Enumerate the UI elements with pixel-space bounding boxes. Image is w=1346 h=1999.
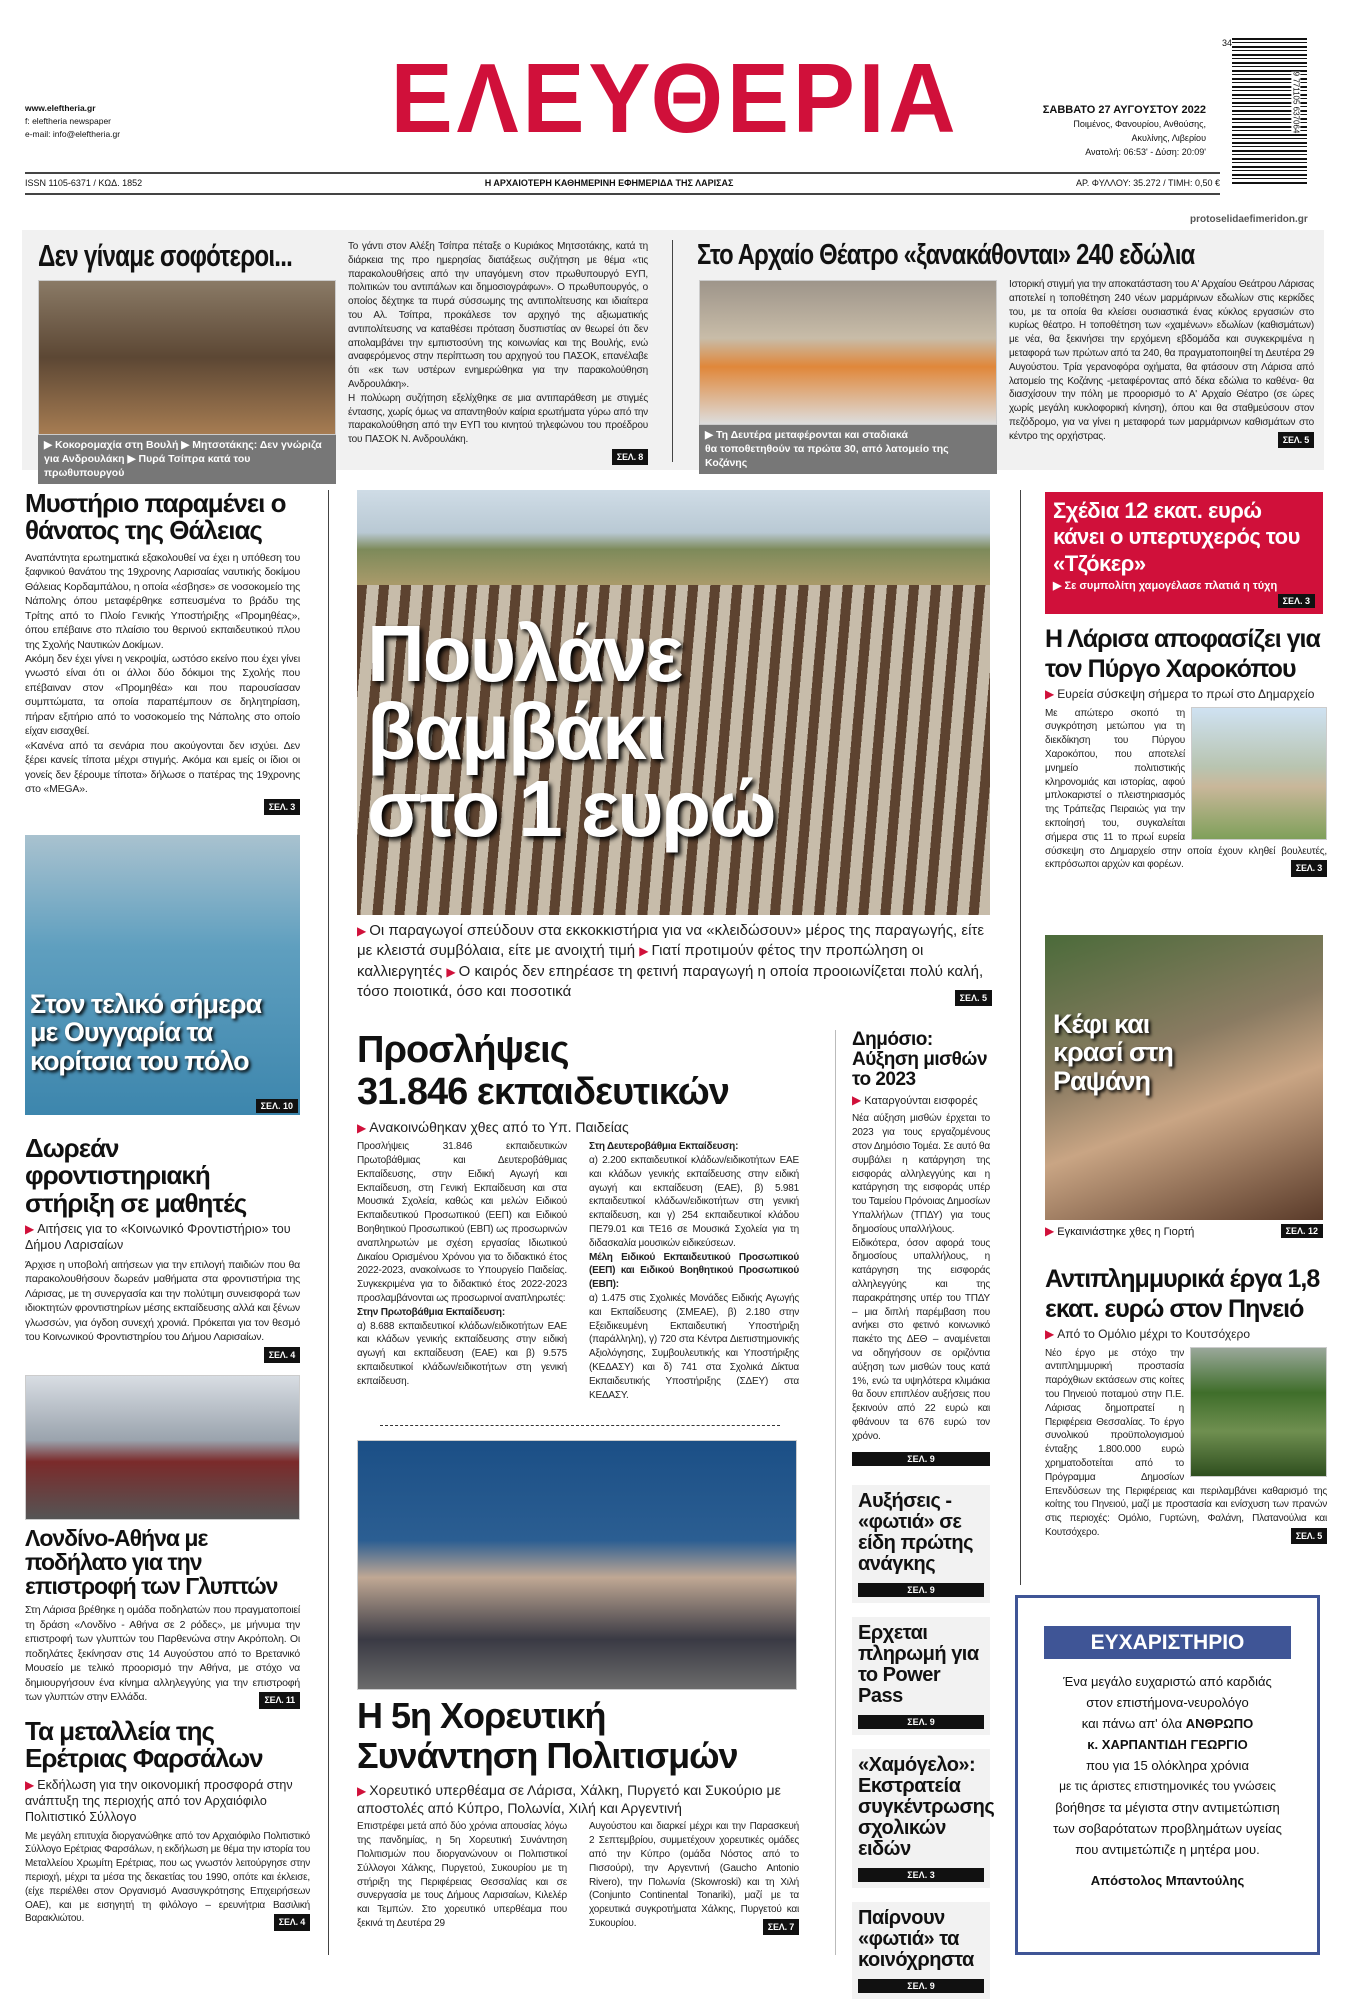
story-joker[interactable] bbox=[1045, 492, 1323, 614]
headline: Προσλήψεις 31.846 εκπαιδευτικών bbox=[357, 1029, 729, 1113]
namedays: Ποιμένος, Φανουρίου, Ανθούσης, bbox=[1073, 119, 1206, 129]
dashed-divider bbox=[380, 1425, 780, 1426]
headline: Η 5η Χορευτική Συνάντηση Πολιτισμών bbox=[357, 1695, 738, 1777]
headline: Δεν γίναμε σοφότεροι... bbox=[38, 238, 293, 273]
subheadline: ▶ Ανακοινώθηκαν χθες από το Υπ. Παιδείας bbox=[357, 1118, 629, 1135]
subheadline: ▶ Εκδήλωση για την οικονομική προσφορά στην ανάπτυξη της περιοχής από τον Αρχαιόφιλο Πολιτιστικό Σύλλογο bbox=[25, 1777, 293, 1825]
facebook-text: f: eleftheria newspaper bbox=[25, 116, 111, 126]
tagline: Η ΑΡΧΑΙΟΤΕΡΗ ΚΑΘΗΜΕΡΙΝΗ ΕΦΗΜΕΡΙΔΑ ΤΗΣ ΛΑΡΙΣΑΣ bbox=[484, 178, 734, 188]
story-columns: Προσλήψεις 31.846 εκπαιδευτικών Πρωτοβάθμιας και Δευτεροβάθμιας Εκπαίδευσης, στην Ειδική Αγωγή και Εκπαίδευση, στη Γενική Εκπαίδευση και στα Μουσικά Σχολεία, καθώς και μελών Ειδικού Εκπαιδευτικού Προσωπικού (ΕΕΠ) και Ειδικού Βοηθητικού Προσωπικού (ΕΒΠ) ως προσωρινών αναπληρωτών με σχέση εργασίας Ιδιωτικού Δικαίου Ορισμένου Χρόνου για το διδακτικό έτος 2022-2023, ανακοίνωσε το Υπουργείο Παιδείας. Συγκεκριμένα για το διδακτικό έτος 2022-2023 προσλαμβάνονται ως προσωρινοί αναπληρωτές: Στην Πρωτοβάθμια Εκπαίδευση: α) 8.688 εκπαιδευτικοί κλάδων/ειδικοτήτων ΕΑΕ και κλάδων γενικής εκπαίδευσης στην ειδική αγωγή και εκπαίδευση (ΕΑΕ) και β) 9.575 εκπαιδευτικοί κλάδων/ειδικοτήτων στη γενική εκπαίδευση. Στη Δευτεροβάθμια Εκπαίδευση: α) 2.200 εκπαιδευτικοί κλάδων/ειδικοτήτων ΕΑΕ και κλάδων γενικής εκπαίδευσης στην ειδική αγωγή και εκπαίδευση (ΕΑΕ), β) 5.981 εκπαιδευτικοί κλάδων/ειδικοτήτων στη γενική εκπαίδευση, και γ) 254 εκπαιδευτικοί κλάδου ΠΕ79.01 και ΤΕ16 σε Μουσικά Σχολεία για τη διδασκαλία μουσικών ειδικεύσεων. Μέλη Ειδικού Εκπαιδευτικού Προσωπικού (ΕΕΠ) και Ειδικού Βοηθητικού Προσωπικού (ΕΒΠ): α) 1.475 στις Σχολικές Μονάδες Ειδικής Αγωγής και Εκπαίδευσης (ΣΜΕΑΕ), β) 2.180 στην Εξειδικευμένη Εκπαιδευτική Υποστήριξη (παράλληλη), γ) 720 στα Κέντρα Διεπιστημονικής Αξιολόγησης, Συμβουλευτικής και Υποστήριξης (ΚΕΔΑΣΥ) και δ) 741 στα Σχολικά Δίκτυα Εκπαιδευτικής Υποστήριξης (ΣΔΕΥ) στα ΚΕΔΑΣΥ. bbox=[357, 1141, 799, 1401]
notice-line: κ. ΧΑΡΠΑΝΤΙΔΗ ΓΕΩΡΓΙΟ bbox=[1087, 1737, 1248, 1752]
story-flood[interactable] bbox=[1045, 1265, 1327, 1544]
page-ref: ΣΕΛ. 11 bbox=[259, 1692, 300, 1708]
notice-signature: Απόστολος Μπαντούλης bbox=[1090, 1873, 1245, 1888]
cotton-field-photo bbox=[357, 490, 990, 915]
issue-price: ΑΡ. ΦΥΛΛΟΥ: 35.272 / ΤΙΜΗ: 0,50 € bbox=[1075, 178, 1220, 188]
headline: Στο Αρχαίο Θέατρο «ξανακάθονται» 240 εδώλια bbox=[697, 239, 1195, 271]
story-body: Νέο έργο με στόχο την αντιπλημμυρική προστασία παρόχθιων εκτάσεων στις κοίτες του Πηνειού ποταμού στην Π.Ε. Λάρισας δημοπρατεί η Περιφέρεια Θεσσαλίας. Το έργο συνολικού προϋπολογισμού ένταξης 1.800.000 ευρώ χρηματοδοτείται από το Πρόγραμμα Δημοσίων Επενδύσεων της Περιφέρειας και περιλαμβάνει καθαρισμό της κοίτης του Πηνειού, μαζί με προστασία και ενίσχυση των πρανών στις περιοχές: Ομόλιο, Γυρτώνη, Φαλάνη, Πλατανούλια και Κουτσόχερο. ΣΕΛ. 5 bbox=[1045, 1347, 1327, 1540]
notice-line: στον επιστήμονα-νευρολόγο bbox=[1086, 1695, 1249, 1710]
brief-smile[interactable]: «Χαμόγελο»: Εκστρατεία συγκέντρωσης σχολικών ειδών ΣΕΛ. 3 bbox=[852, 1749, 990, 1888]
page-ref: ΣΕΛ. 5 bbox=[1278, 432, 1314, 448]
headline: Δημόσιο: Αύξηση μισθών το 2023 bbox=[852, 1029, 988, 1090]
narrow-column bbox=[852, 1029, 995, 1999]
notice-line: των σοβαρότατων προβλημάτων υγείας bbox=[1053, 1821, 1282, 1836]
cyclists-photo bbox=[25, 1375, 300, 1520]
watermark: protoselidaefimeridon.gr bbox=[1190, 214, 1308, 225]
headline: Μυστήριο παραμένει ο θάνατος της Θάλειας bbox=[25, 488, 286, 546]
tower-photo bbox=[1191, 707, 1327, 840]
top-right-story[interactable] bbox=[697, 239, 1317, 470]
headline: Κέφι και κρασί στη Ραψάνη bbox=[1053, 1009, 1173, 1096]
masthead-contact bbox=[25, 102, 120, 141]
river-photo bbox=[1190, 1347, 1327, 1477]
subheadline: ▶ Καταργούνται εισφορές bbox=[852, 1092, 978, 1107]
story-tower[interactable] bbox=[1045, 625, 1327, 877]
subheadline: ▶ Ευρεία σύσκεψη σήμερα το πρωί στο Δημαρχείο bbox=[1045, 687, 1315, 701]
story-body: Στη Λάρισα βρέθηκε η ομάδα ποδηλατών που πραγματοποιεί τη δράση «Λονδίνο - Αθήνα σε 2 ρόδες», με μήνυμα την επιστροφή των γλυπτών του Παρθενώνα στην Ακρόπολη. Οι ποδηλάτες ξεκίνησαν στις 14 Αυγούστου από το Βρετανικό Μουσείο με τελικό προορισμό την Αθήνα, με στόχο να δημιουργήσουν ένα κίνημα αλληλεγγύης για την επιστροφή των γλυπτών στην Ελλάδα. ΣΕΛ. 11 bbox=[25, 1603, 300, 1704]
page-ref: ΣΕΛ. 5 bbox=[1291, 1528, 1327, 1544]
subheadline: ▶ Σε συμπολίτη χαμογέλασε πλατιά η τύχη bbox=[1053, 580, 1278, 593]
brief-boxes bbox=[852, 1485, 995, 1999]
page-ref: ΣΕΛ. 9 bbox=[852, 1452, 990, 1466]
story-body: Αναπάντητα ερωτηματικά εξακολουθεί να έχει η υπόθεση του ξαφνικού θανάτου της 19χρονης Λαρισαίας ναυτικής δοκίμου Θάλειας Κορδαμπάλου, η οποία «έσβησε» σε νοσοκομείο της Νάπολης όπου μεταφέρθηκε εσπευσμένα το βράδυ της Τρίτης από το Πλοίο Γενικής Υποστήριξης «Προμηθέας», όπου επέβαινε στο πλαίσιο του θερινού εκπαιδευτικού πλου της Σχολής Ναυτικών Δοκίμων. Ακόμη δεν έχει γίνει η νεκροψία, ωστόσο εκείνο που έχει γίνει γνωστό είναι ότι οι άλλοι δύο δόκιμοι της Σχολής που επέβαιναν στον «Προμηθέα» και που παρουσίασαν συμπτώματα, τα οποία παραπέμπουν σε δηλητηρίαση, πήραν εξιτήριο από το νοσοκομείο της Νάπολης στο οποίο είχαν εισαχθεί. «Κανένα από τα σενάρια που ακούγονται δεν ισχύει. Δεν ξέρει κανείς τίποτα μέχρι στιγμής. Ακόμα και εμείς οι ίδιοι οι γονείς δεν ξέρουμε τίποτα» δήλωσε ο πατέρας της 19χρονης στο «MEGA». ΣΕΛ. 3 bbox=[25, 551, 300, 797]
column-rule-mid bbox=[835, 1030, 836, 1955]
brief-power-pass[interactable]: Ερχεται πληρωμή για το Power Pass ΣΕΛ. 9 bbox=[852, 1617, 990, 1735]
story-body: Το γάντι στον Αλέξη Τσίπρα πέταξε ο Κυριάκος Μητσοτάκης, κατά τη διάρκεια της προ ημερησίας διατάξεως συζήτηση με θέμα «τις παρακολουθήσεις από την υπαγόμενη στον πρωθυπουργό ΕΥΠ, πολιτικών του αντιπάλων και δημοσιογράφων». Ο πρωθυπουργός, ο οποίος δέχτηκε τα πυρά σύσσωμης της αντιπολίτευσης και ιδιαίτερα του Αλ. Τσίπρα, προκάλεσε τον αρχηγό της αξιωματικής αντιπολίτευσης να καταθέσει πρόταση δυσπιστίας αν θεωρεί ότι δεν απολαμβάνει την εμπιστοσύνη της κοινωνίας και της Βουλής, ενώ αναφερόμενος στην περίπτωση του αρχηγού του ΠΑΣΟΚ, επανέλαβε ότι «εκ των υστέρων ενημερώθηκα για την παρακολούθηση Ανδρουλάκη». Η πολύωρη συζήτηση εξελίχθηκε σε μια αντιπαράθεση με στιγμές έντασης, χωρίς όμως να απαντηθούν καίρια ερωτήματα γύρω από την παρακολούθηση από την ΕΥΠ του κινητού τηλεφώνου του προέδρου του ΠΑΣΟΚ Ν. Ανδρουλάκη. ΣΕΛ. 8 bbox=[348, 240, 648, 465]
issue-date: ΣΑΒΒΑΤΟ 27 ΑΥΓΟΥΣΤΟΥ 2022 bbox=[1042, 104, 1206, 116]
top-left-story[interactable] bbox=[38, 238, 658, 480]
headline: Λονδίνο-Αθήνα με ποδήλατο για την επιστροφή των Γλυπτών bbox=[25, 1525, 278, 1600]
headline: Σχέδια 12 εκατ. ευρώ κάνει ο υπερτυχερός του «Τζόκερ» bbox=[1053, 498, 1300, 576]
page-ref: ΣΕΛ. 5 bbox=[955, 990, 992, 1006]
page-ref: ΣΕΛ. 3 bbox=[264, 799, 300, 815]
lead-headline: Πουλάνε βαμβάκι στο 1 ευρώ bbox=[367, 609, 775, 854]
parliament-photo bbox=[38, 280, 336, 435]
headline: Αντιπλημμυρικά έργα 1,8 εκατ. ευρώ στον Πηνειό bbox=[1045, 1265, 1320, 1323]
masthead-rule-bottom bbox=[25, 193, 1220, 195]
photo-caption: ▶ Κοκορομαχία στη Βουλή ▶ Μητσοτάκης: Δεν γνώριζα για Ανδρουλάκη ▶ Πυρά Τσίπρα κατά του πρωθυπουργού bbox=[38, 435, 336, 484]
page-ref: ΣΕΛ. 4 bbox=[264, 1347, 300, 1363]
brief-common-charges[interactable]: Παίρνουν «φωτιά» τα κοινόχρηστα ΣΕΛ. 9 bbox=[852, 1902, 990, 1999]
barcode-number: 9 771105 637064 bbox=[1291, 71, 1301, 134]
headline: Τα μεταλλεία της Ερέτριας Φαρσάλων bbox=[25, 1716, 263, 1774]
story-mines[interactable] bbox=[25, 1718, 310, 1931]
website-link[interactable]: www.eleftheria.gr bbox=[25, 103, 96, 113]
barcode-top: 34 bbox=[1222, 38, 1233, 48]
logo: ΕΛΕΥΘΕΡΙΑ bbox=[390, 43, 960, 153]
headline: Δωρεάν φροντιστηριακή στήριξη σε μαθητές bbox=[25, 1133, 247, 1218]
subheadline: ▶ Αιτήσεις για το «Κοινωνικό Φροντιστήριο» του Δήμου Λαρισαίων bbox=[25, 1221, 291, 1253]
page-ref: ΣΕΛ. 7 bbox=[763, 1919, 799, 1935]
story-cyclists[interactable] bbox=[25, 1375, 300, 1709]
story-hires[interactable] bbox=[357, 1030, 817, 1422]
subheadline: ▶ Από το Ομόλιο μέχρι το Κουτσόχερο bbox=[1045, 1327, 1251, 1341]
photo-caption: ▶ Τη Δευτέρα μεταφέρονται και σταδιακά θα τοποθετηθούν τα πρώτα 30, από λατομείο της Κοζάνης bbox=[699, 425, 997, 474]
date-block bbox=[1043, 103, 1206, 159]
lead-bullets: ▶ Οι παραγωγοί σπεύδουν στα εκκοκκιστήρια για να «κλειδώσουν» μέρος της παραγωγής, είτε με κλειστά συμβόλαια, είτε με ανοιχτή τιμή ▶ Γιατί προτιμούν φέτος την προπώληση οι καλλιεργητές ▶ Ο καιρός δεν επηρέασε τη φετινή παραγωγή η οποία προοιωνίζεται πολύ καλή, τόσο ποιοτικά, όσο και ποσοτικά ΣΕΛ. 5 bbox=[357, 921, 992, 1002]
email-text: e-mail: info@eleftheria.gr bbox=[25, 129, 121, 139]
notice-line: βοήθησε τα μέγιστα στην αντιμετώπιση bbox=[1055, 1800, 1280, 1815]
page-ref: ΣΕΛ. 8 bbox=[612, 449, 648, 465]
story-body: Άρχισε η υποβολή αιτήσεων για την επιλογή παιδιών που θα παρακολουθήσουν δωρεάν μαθήματα στα φροντιστήρια της Λάρισας, με τη συνεργασία και την πολύτιμη συνεισφορά των ιδιοκτητών φροντιστηρίων μέσης εκπαίδευσης αλλά και ξένων γλωσσών, για όγδοη συνεχή χρονιά. Πρόκειται για τον θεσμό του Κοινωνικού Φροντιστηρίου του Δήμου Λαρισαίων. ΣΕΛ. 4 bbox=[25, 1258, 300, 1345]
story-wine[interactable] bbox=[1045, 935, 1323, 1238]
story-body: Νέα αύξηση μισθών έρχεται το 2023 για τους εργαζομένους στον Δημόσιο Τομέα. Σε αυτό θα συμβάλει η κατάργηση της εισφοράς αλληλεγγύης και η κατάργηση της εισφοράς υπέρ του Ταμείου Πρόνοιας Δημοσίων Υπαλλήλων (ΤΠΔΥ) για τους δημοσίους υπαλλήλους. Ειδικότερα, όσον αφορά τους δημοσίους υπαλλήλους, η κατάργηση της εισφοράς αλληλεγγύης και της παρακράτησης υπέρ του ΤΠΔΥ – μια διπλή παρέμβαση που ανήκει στο φετινό κοινωνικό πακέτο της ΔΕΘ – αναμένεται να οδηγήσουν σε οριζόντια αύξηση των μισθών τους κατά 1%, ενώ τα υψηλότερα κλιμάκια θα δουν επιπλέον αυξήσεις που ξεκινούν από 22 ευρώ και φθάνουν τα 676 ευρώ τον χρόνο. bbox=[852, 1113, 990, 1442]
theatre-photo bbox=[699, 280, 997, 425]
masthead-strip bbox=[25, 178, 1220, 188]
story-wages[interactable] bbox=[852, 1030, 990, 1485]
notice-line: που αντιμετώπιζε η μητέρα μου. bbox=[1075, 1842, 1260, 1857]
story-body: Με μεγάλη επιτυχία διοργανώθηκε από τον Αρχαιόφιλο Πολιτιστικό Σύλλογο Ερέτριας Φαρσάλων, η εκδήλωση με θέμα την ιστορία του Μεταλλείου Χρωμίτη Ερέτριας, που ως γνωστόν λειτούργησε στην περιοχή, μέχρι τα μέσα της δεκαετίας του 1990, οπότε και έκλεισε, (είχε περιέλθει στον Οργανισμό Ανασυγκρότησης Επιχειρήσεων ΟΑΕ), και με εισηγητή τη φιλόλογο – ερευνήτρια Βασιλική Βαρακλιώτου. ΣΕΛ. 4 bbox=[25, 1830, 310, 1927]
page-ref: ΣΕΛ. 4 bbox=[274, 1914, 310, 1930]
dance-group-photo bbox=[357, 1440, 797, 1690]
notice-title: ΕΥΧΑΡΙΣΤΗΡΙΟ bbox=[1044, 1626, 1291, 1659]
notice-line: με τις άριστες επιστημονικές του γνώσεις bbox=[1059, 1779, 1276, 1793]
photo-caption: ▶ Εγκαινιάστηκε χθες η Γιορτή ΣΕΛ. 12 bbox=[1045, 1224, 1323, 1238]
notice-line: και πάνω απ' όλα ΑΝΘΡΩΠΟ bbox=[1081, 1716, 1254, 1731]
namedays-2: Ακυλίνης, Λιβερίου bbox=[1131, 133, 1206, 143]
top-divider bbox=[672, 240, 673, 462]
lead-story[interactable] bbox=[357, 490, 992, 1006]
issn: ISSN 1105-6371 / ΚΩΔ. 1852 bbox=[25, 178, 143, 188]
story-thaleia[interactable] bbox=[25, 490, 300, 815]
thank-you-notice bbox=[1015, 1595, 1320, 1955]
page-ref: ΣΕΛ. 10 bbox=[256, 1099, 298, 1113]
page-ref: ΣΕΛ. 3 bbox=[1291, 860, 1327, 876]
page-ref: ΣΕΛ. 3 bbox=[1278, 594, 1315, 608]
masthead-rule-top bbox=[25, 172, 1220, 174]
headline: Στον τελικό σήμερα με Ουγγαρία τα κορίτσια του πόλο bbox=[30, 989, 262, 1076]
story-body: Ιστορική στιγμή για την αποκατάσταση του Α' Αρχαίου Θεάτρου Λάρισας αποτελεί η τοποθέτηση 240 νέων μαρμάρινων εδωλίων στις κερκίδες του, με τα οποία θα κλείσει ουσιαστικά ένας κύκλος εργασιών στο κυρίως θέατρο. Η τοποθέτηση των «χαμένων» εδωλίων (καθισμάτων) με νέα, θα ξεκινήσει την ερχόμενη εβδομάδα και συγκεκριμένα η μεταφορά των πρώτων από τα 240, θα πραγματοποιηθεί τη Δευτέρα 29 Αυγούστου. Τρία γερανοφόρα οχήματα, θα φτάσουν στη Λάρισα από λατομείο της Κοζάνης -μεταφέροντας από δέκα εδώλια το καθένα- θα διασχίσουν την πόλη με προορισμό το Α' Αρχαίο Θέατρο (σε ώρες χωρίς μεγάλη κυκλοφορική κίνηση), όπου και θα σταθμεύσουν στον πεζόδρομο, για να γίνει η μεταφορά των μαρμάρινων καθισμάτων στο κέντρο της ορχήστρας. ΣΕΛ. 5 bbox=[1009, 278, 1314, 448]
story-tutoring[interactable] bbox=[25, 1135, 300, 1363]
center-column bbox=[357, 1030, 817, 1935]
barcode bbox=[1222, 38, 1307, 186]
page-ref: ΣΕΛ. 12 bbox=[1281, 1224, 1323, 1238]
wine-festival-photo bbox=[1045, 935, 1323, 1220]
story-polo[interactable] bbox=[25, 835, 300, 1115]
brief-prices[interactable]: Αυξήσεις - «φωτιά» σε είδη πρώτης ανάγκης ΣΕΛ. 9 bbox=[852, 1485, 990, 1603]
headline: Η Λάρισα αποφασίζει για τον Πύργο Χαροκόπου bbox=[1045, 625, 1320, 683]
story-body: Με απώτερο σκοπό τη συγκρότηση μετώπου για τη διεκδίκηση του Πύργου Χαροκόπου, που αποτελεί μνημείο πολιτιστικής κληρονομιάς και ιστορίας, αφού μπλοκαριστεί ο πλειστηριασμός της Τράπεζας Πειραιώς για την εκποίησή του, συγκαλείται σήμερα στις 11 το πρωί ευρεία σύσκεψη στο Δημαρχείο στην οποία έχουν κληθεί βουλευτές, εκπρόσωποι αρχών και φορέων. ΣΕΛ. 3 bbox=[1045, 707, 1327, 873]
sun-times: Ανατολή: 06:53' - Δύση: 20:09' bbox=[1085, 147, 1206, 157]
column-rule-right bbox=[1020, 490, 1021, 1585]
column-rule-left bbox=[328, 490, 329, 1955]
notice-line: που για 15 ολόκληρα χρόνια bbox=[1086, 1758, 1249, 1773]
story-dance[interactable] bbox=[357, 1440, 812, 1935]
notice-line: Ένα μεγάλο ευχαριστώ από καρδιάς bbox=[1063, 1674, 1272, 1689]
story-columns: Επιστρέφει μετά από δύο χρόνια απουσίας λόγω της πανδημίας, η 5η Χορευτική Συνάντηση Πολιτισμών που διοργανώνουν οι Πολιτιστικοί Σύλλογοι Χάλκης, Πυργετού, Συκουρίου με τη στήριξη της Περιφέρειας Θεσσαλίας και σε συνεργασία με τους Δήμους Λαρισαίων, Κιλελέρ και Τεμπών. Στο χορευτικό υπερθέαμα που ξεκινά τη Δευτέρα 29 Αυγούστου και διαρκεί μέχρι και την Παρασκευή 2 Σεπτεμβρίου, συμμετέχουν χορευτικές ομάδες από την Κύπρο (ομάδα Νόστος από το Πισσούρι), την Αργεντινή (Gaucho Antonio Rivero), την Πολωνία (Skowroski) και τη Χιλή (Conjunto Continental Tonariki), μαζί με τα χορευτικά συγκροτήματα Χάλκης, Πυργετού και Συκουρίου. ΣΕΛ. 7 bbox=[357, 1820, 812, 1935]
subheadline: ▶ Χορευτικό υπερθέαμα σε Λάρισα, Χάλκη, Πυργετό και Συκούριο με αποστολές από Κύπρο, Πολωνία, Χιλή και Αργεντινή bbox=[357, 1781, 781, 1817]
